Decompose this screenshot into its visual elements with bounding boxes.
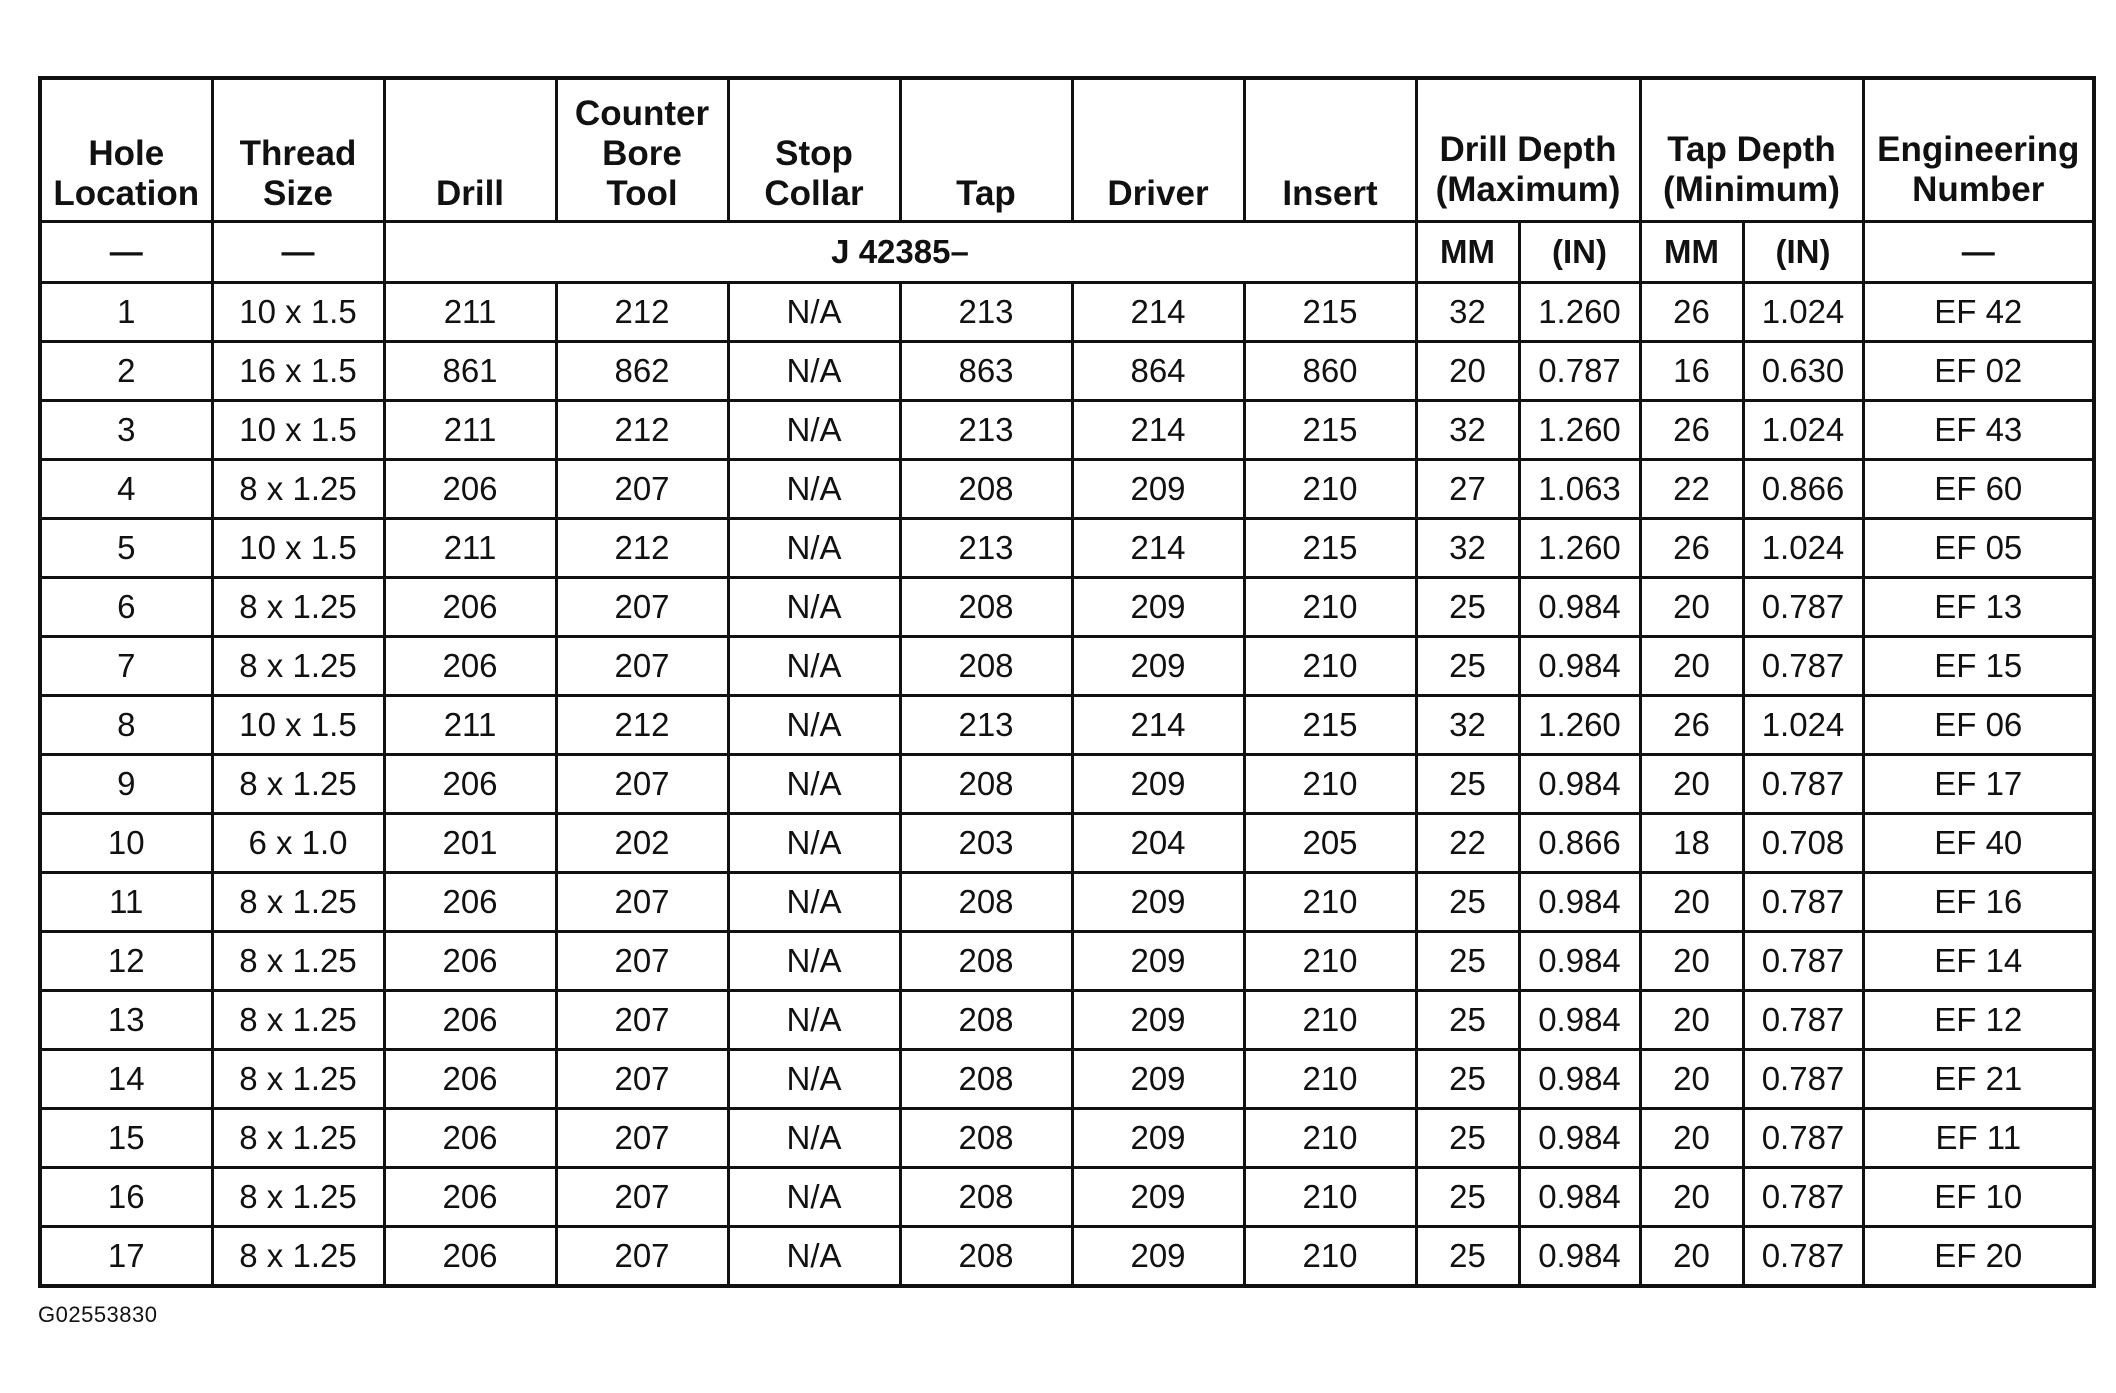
header-driver	[1072, 78, 1244, 222]
table-row	[40, 519, 2094, 578]
cell-drill: 211	[384, 283, 556, 342]
cell-drill-depth-in: 0.984	[1519, 1050, 1640, 1109]
cell-insert: 210	[1244, 637, 1416, 696]
cell-stop-collar: N/A	[728, 460, 900, 519]
cell-engineering-number: EF 43	[1863, 401, 2094, 460]
cell-counter-bore-tool: 212	[556, 519, 728, 578]
table-row	[40, 342, 2094, 401]
cell-stop-collar: N/A	[728, 873, 900, 932]
cell-tap: 213	[900, 283, 1072, 342]
cell-drill: 201	[384, 814, 556, 873]
table-row	[40, 1168, 2094, 1227]
cell-thread-size: 8 x 1.25	[212, 991, 384, 1050]
cell-driver: 214	[1072, 696, 1244, 755]
cell-drill-depth-in: 0.787	[1519, 342, 1640, 401]
cell-drill: 206	[384, 873, 556, 932]
cell-insert: 210	[1244, 460, 1416, 519]
cell-stop-collar: N/A	[728, 283, 900, 342]
cell-insert: 210	[1244, 991, 1416, 1050]
cell-drill: 206	[384, 1227, 556, 1287]
cell-counter-bore-tool: 207	[556, 932, 728, 991]
cell-driver: 209	[1072, 991, 1244, 1050]
header-line: Tool	[606, 174, 678, 213]
cell-insert: 215	[1244, 401, 1416, 460]
cell-tap-depth-in: 0.787	[1743, 755, 1863, 814]
subheader-hole-location-dash: —	[40, 222, 212, 283]
cell-insert: 215	[1244, 283, 1416, 342]
cell-drill-depth-mm: 25	[1416, 873, 1519, 932]
cell-hole-location: 12	[40, 932, 212, 991]
cell-drill-depth-mm: 27	[1416, 460, 1519, 519]
cell-thread-size: 8 x 1.25	[212, 1050, 384, 1109]
cell-engineering-number: EF 15	[1863, 637, 2094, 696]
header-insert	[1244, 78, 1416, 222]
cell-thread-size: 6 x 1.0	[212, 814, 384, 873]
cell-driver: 214	[1072, 401, 1244, 460]
cell-drill-depth-in: 0.866	[1519, 814, 1640, 873]
table-row	[40, 991, 2094, 1050]
cell-thread-size: 10 x 1.5	[212, 519, 384, 578]
cell-thread-size: 8 x 1.25	[212, 932, 384, 991]
cell-counter-bore-tool: 207	[556, 460, 728, 519]
cell-drill-depth-mm: 25	[1416, 1050, 1519, 1109]
cell-drill-depth-in: 1.260	[1519, 696, 1640, 755]
header-hole-location	[40, 78, 212, 222]
cell-tap-depth-mm: 20	[1640, 1227, 1743, 1287]
cell-counter-bore-tool: 207	[556, 1050, 728, 1109]
cell-drill-depth-mm: 32	[1416, 519, 1519, 578]
header-line: Location	[53, 174, 200, 213]
cell-driver: 209	[1072, 1168, 1244, 1227]
cell-insert: 215	[1244, 696, 1416, 755]
cell-drill-depth-in: 0.984	[1519, 637, 1640, 696]
cell-stop-collar: N/A	[728, 1050, 900, 1109]
cell-driver: 209	[1072, 932, 1244, 991]
cell-stop-collar: N/A	[728, 519, 900, 578]
cell-tap-depth-mm: 26	[1640, 401, 1743, 460]
cell-engineering-number: EF 05	[1863, 519, 2094, 578]
cell-tap-depth-in: 0.787	[1743, 1227, 1863, 1287]
cell-drill-depth-mm: 25	[1416, 1109, 1519, 1168]
cell-stop-collar: N/A	[728, 1227, 900, 1287]
cell-insert: 215	[1244, 519, 1416, 578]
cell-drill-depth-mm: 20	[1416, 342, 1519, 401]
header-engineering-number	[1863, 78, 2094, 222]
cell-tap-depth-mm: 26	[1640, 519, 1743, 578]
table-row	[40, 460, 2094, 519]
table-row	[40, 932, 2094, 991]
header-line: Drill	[435, 174, 505, 213]
cell-engineering-number: EF 20	[1863, 1227, 2094, 1287]
cell-tap: 208	[900, 1227, 1072, 1287]
cell-drill: 206	[384, 1109, 556, 1168]
cell-drill-depth-mm: 25	[1416, 932, 1519, 991]
cell-tap-depth-in: 0.787	[1743, 1109, 1863, 1168]
cell-drill-depth-in: 1.260	[1519, 401, 1640, 460]
table-row	[40, 1050, 2094, 1109]
cell-tap: 213	[900, 696, 1072, 755]
table-row	[40, 814, 2094, 873]
cell-drill-depth-mm: 32	[1416, 696, 1519, 755]
cell-tap: 213	[900, 519, 1072, 578]
cell-driver: 209	[1072, 1227, 1244, 1287]
cell-drill-depth-in: 1.260	[1519, 283, 1640, 342]
cell-driver: 209	[1072, 1109, 1244, 1168]
cell-drill-depth-in: 0.984	[1519, 1227, 1640, 1287]
cell-driver: 214	[1072, 519, 1244, 578]
cell-drill: 206	[384, 637, 556, 696]
cell-engineering-number: EF 11	[1863, 1109, 2094, 1168]
cell-thread-size: 8 x 1.25	[212, 755, 384, 814]
cell-driver: 209	[1072, 1050, 1244, 1109]
cell-engineering-number: EF 60	[1863, 460, 2094, 519]
header-line: Drill Depth	[1439, 130, 1617, 169]
header-line: Insert	[1282, 174, 1378, 213]
cell-tap: 208	[900, 932, 1072, 991]
cell-tap-depth-in: 1.024	[1743, 401, 1863, 460]
cell-tap-depth-in: 0.787	[1743, 873, 1863, 932]
cell-thread-size: 10 x 1.5	[212, 283, 384, 342]
cell-counter-bore-tool: 207	[556, 755, 728, 814]
cell-hole-location: 15	[40, 1109, 212, 1168]
cell-tap-depth-in: 1.024	[1743, 519, 1863, 578]
cell-tap-depth-mm: 26	[1640, 283, 1743, 342]
cell-insert: 210	[1244, 873, 1416, 932]
cell-tap: 208	[900, 460, 1072, 519]
header-drill	[384, 78, 556, 222]
table-row	[40, 755, 2094, 814]
cell-hole-location: 1	[40, 283, 212, 342]
header-thread-size	[212, 78, 384, 222]
cell-drill: 206	[384, 755, 556, 814]
cell-tap: 213	[900, 401, 1072, 460]
header-line: Hole	[88, 134, 165, 173]
cell-hole-location: 2	[40, 342, 212, 401]
subheader-tap-depth-mm: MM	[1640, 222, 1743, 283]
header-line: Stop	[775, 134, 853, 173]
cell-counter-bore-tool: 862	[556, 342, 728, 401]
cell-insert: 210	[1244, 1050, 1416, 1109]
cell-stop-collar: N/A	[728, 755, 900, 814]
cell-tap-depth-mm: 20	[1640, 1109, 1743, 1168]
cell-thread-size: 10 x 1.5	[212, 401, 384, 460]
cell-counter-bore-tool: 212	[556, 401, 728, 460]
cell-driver: 214	[1072, 283, 1244, 342]
cell-tap-depth-mm: 22	[1640, 460, 1743, 519]
cell-engineering-number: EF 40	[1863, 814, 2094, 873]
cell-drill-depth-mm: 25	[1416, 637, 1519, 696]
cell-hole-location: 14	[40, 1050, 212, 1109]
cell-tap: 208	[900, 991, 1072, 1050]
cell-counter-bore-tool: 212	[556, 283, 728, 342]
cell-hole-location: 6	[40, 578, 212, 637]
cell-thread-size: 8 x 1.25	[212, 1168, 384, 1227]
cell-driver: 204	[1072, 814, 1244, 873]
header-row	[40, 78, 2094, 222]
cell-tap-depth-mm: 16	[1640, 342, 1743, 401]
cell-hole-location: 7	[40, 637, 212, 696]
cell-drill-depth-mm: 32	[1416, 401, 1519, 460]
cell-drill-depth-mm: 25	[1416, 1227, 1519, 1287]
cell-tap-depth-in: 0.787	[1743, 991, 1863, 1050]
header-tap-depth	[1640, 78, 1863, 222]
cell-counter-bore-tool: 207	[556, 873, 728, 932]
table-row	[40, 578, 2094, 637]
cell-tap-depth-mm: 20	[1640, 932, 1743, 991]
cell-thread-size: 8 x 1.25	[212, 1227, 384, 1287]
cell-tap: 208	[900, 637, 1072, 696]
cell-drill: 206	[384, 460, 556, 519]
table-row	[40, 1109, 2094, 1168]
cell-insert: 210	[1244, 578, 1416, 637]
cell-drill-depth-mm: 22	[1416, 814, 1519, 873]
cell-tap: 208	[900, 1168, 1072, 1227]
header-line: (Minimum)	[1663, 170, 1840, 209]
header-line: Number	[1912, 170, 2045, 209]
cell-stop-collar: N/A	[728, 814, 900, 873]
cell-driver: 209	[1072, 460, 1244, 519]
cell-tap-depth-mm: 20	[1640, 578, 1743, 637]
cell-tap: 208	[900, 578, 1072, 637]
cell-drill: 206	[384, 1168, 556, 1227]
cell-drill: 211	[384, 696, 556, 755]
cell-stop-collar: N/A	[728, 401, 900, 460]
cell-driver: 209	[1072, 873, 1244, 932]
table-row	[40, 873, 2094, 932]
header-line: Thread	[239, 134, 357, 173]
header-stop-collar	[728, 78, 900, 222]
cell-drill-depth-in: 0.984	[1519, 1109, 1640, 1168]
cell-thread-size: 8 x 1.25	[212, 1109, 384, 1168]
table-row	[40, 401, 2094, 460]
cell-counter-bore-tool: 207	[556, 1109, 728, 1168]
cell-tap-depth-mm: 20	[1640, 1168, 1743, 1227]
cell-counter-bore-tool: 207	[556, 991, 728, 1050]
cell-drill: 211	[384, 401, 556, 460]
cell-tap-depth-in: 0.630	[1743, 342, 1863, 401]
cell-stop-collar: N/A	[728, 637, 900, 696]
cell-stop-collar: N/A	[728, 1168, 900, 1227]
cell-drill: 206	[384, 578, 556, 637]
cell-hole-location: 16	[40, 1168, 212, 1227]
header-line: Bore	[602, 134, 682, 173]
cell-stop-collar: N/A	[728, 696, 900, 755]
cell-tap-depth-in: 0.787	[1743, 578, 1863, 637]
subheader-tap-depth-in: (IN)	[1743, 222, 1863, 283]
cell-insert: 210	[1244, 1168, 1416, 1227]
cell-tap-depth-in: 0.787	[1743, 932, 1863, 991]
cell-drill-depth-mm: 32	[1416, 283, 1519, 342]
cell-drill: 206	[384, 1050, 556, 1109]
cell-stop-collar: N/A	[728, 991, 900, 1050]
cell-drill-depth-in: 0.984	[1519, 873, 1640, 932]
cell-hole-location: 8	[40, 696, 212, 755]
cell-hole-location: 4	[40, 460, 212, 519]
cell-hole-location: 17	[40, 1227, 212, 1287]
cell-driver: 864	[1072, 342, 1244, 401]
header-line: Driver	[1107, 174, 1209, 213]
cell-hole-location: 3	[40, 401, 212, 460]
header-line: Tap Depth	[1667, 130, 1836, 169]
cell-engineering-number: EF 06	[1863, 696, 2094, 755]
cell-driver: 209	[1072, 637, 1244, 696]
header-line: Engineering	[1877, 130, 2080, 169]
table-row	[40, 1227, 2094, 1287]
cell-tap-depth-in: 0.787	[1743, 637, 1863, 696]
cell-hole-location: 13	[40, 991, 212, 1050]
cell-engineering-number: EF 14	[1863, 932, 2094, 991]
cell-engineering-number: EF 17	[1863, 755, 2094, 814]
cell-tap: 208	[900, 755, 1072, 814]
cell-drill-depth-in: 0.984	[1519, 991, 1640, 1050]
subheader-tool-prefix: J 42385–	[384, 222, 1416, 283]
cell-insert: 205	[1244, 814, 1416, 873]
cell-hole-location: 10	[40, 814, 212, 873]
cell-drill-depth-mm: 25	[1416, 578, 1519, 637]
cell-thread-size: 8 x 1.25	[212, 578, 384, 637]
cell-thread-size: 8 x 1.25	[212, 460, 384, 519]
cell-counter-bore-tool: 207	[556, 578, 728, 637]
cell-drill-depth-in: 0.984	[1519, 1168, 1640, 1227]
cell-engineering-number: EF 13	[1863, 578, 2094, 637]
cell-drill-depth-in: 1.063	[1519, 460, 1640, 519]
cell-tap-depth-mm: 20	[1640, 637, 1743, 696]
cell-tap: 208	[900, 1050, 1072, 1109]
figure-id: G02553830	[38, 1302, 158, 1327]
cell-counter-bore-tool: 207	[556, 637, 728, 696]
cell-drill-depth-mm: 25	[1416, 991, 1519, 1050]
cell-tap-depth-in: 1.024	[1743, 283, 1863, 342]
cell-hole-location: 9	[40, 755, 212, 814]
cell-drill: 206	[384, 932, 556, 991]
table-row	[40, 283, 2094, 342]
cell-drill-depth-in: 0.984	[1519, 932, 1640, 991]
table-row	[40, 696, 2094, 755]
table-row	[40, 637, 2094, 696]
cell-insert: 210	[1244, 755, 1416, 814]
cell-drill-depth-in: 0.984	[1519, 578, 1640, 637]
cell-tap-depth-mm: 26	[1640, 696, 1743, 755]
cell-tap-depth-mm: 20	[1640, 755, 1743, 814]
cell-thread-size: 8 x 1.25	[212, 637, 384, 696]
cell-insert: 210	[1244, 1227, 1416, 1287]
table-body	[40, 78, 2094, 1286]
cell-stop-collar: N/A	[728, 932, 900, 991]
header-line: Counter	[574, 94, 710, 133]
cell-stop-collar: N/A	[728, 1109, 900, 1168]
cell-tap-depth-in: 1.024	[1743, 696, 1863, 755]
cell-insert: 210	[1244, 932, 1416, 991]
cell-drill-depth-in: 0.984	[1519, 755, 1640, 814]
cell-counter-bore-tool: 212	[556, 696, 728, 755]
cell-tap-depth-in: 0.708	[1743, 814, 1863, 873]
cell-engineering-number: EF 16	[1863, 873, 2094, 932]
cell-tap-depth-mm: 20	[1640, 873, 1743, 932]
cell-drill: 206	[384, 991, 556, 1050]
header-line: Collar	[764, 174, 864, 213]
cell-drill: 861	[384, 342, 556, 401]
cell-drill: 211	[384, 519, 556, 578]
subheader-row	[40, 222, 2094, 283]
cell-driver: 209	[1072, 578, 1244, 637]
cell-hole-location: 11	[40, 873, 212, 932]
cell-insert: 860	[1244, 342, 1416, 401]
cell-tap-depth-in: 0.866	[1743, 460, 1863, 519]
cell-tap: 208	[900, 873, 1072, 932]
cell-counter-bore-tool: 202	[556, 814, 728, 873]
cell-driver: 209	[1072, 755, 1244, 814]
subheader-drill-depth-mm: MM	[1416, 222, 1519, 283]
cell-counter-bore-tool: 207	[556, 1227, 728, 1287]
thread-repair-table-container	[38, 76, 2092, 1288]
cell-tap-depth-in: 0.787	[1743, 1050, 1863, 1109]
subheader-thread-size-dash: —	[212, 222, 384, 283]
cell-counter-bore-tool: 207	[556, 1168, 728, 1227]
cell-insert: 210	[1244, 1109, 1416, 1168]
cell-thread-size: 10 x 1.5	[212, 696, 384, 755]
cell-tap: 203	[900, 814, 1072, 873]
cell-thread-size: 8 x 1.25	[212, 873, 384, 932]
header-line: (Maximum)	[1435, 170, 1621, 209]
header-drill-depth	[1416, 78, 1640, 222]
cell-stop-collar: N/A	[728, 342, 900, 401]
cell-tap: 863	[900, 342, 1072, 401]
cell-stop-collar: N/A	[728, 578, 900, 637]
header-counter-bore-tool	[556, 78, 728, 222]
cell-tap: 208	[900, 1109, 1072, 1168]
cell-engineering-number: EF 02	[1863, 342, 2094, 401]
cell-drill-depth-in: 1.260	[1519, 519, 1640, 578]
thread-repair-table	[38, 76, 2096, 1288]
cell-tap-depth-mm: 18	[1640, 814, 1743, 873]
header-line: Size	[262, 174, 334, 213]
subheader-drill-depth-in: (IN)	[1519, 222, 1640, 283]
cell-tap-depth-mm: 20	[1640, 1050, 1743, 1109]
cell-engineering-number: EF 12	[1863, 991, 2094, 1050]
cell-thread-size: 16 x 1.5	[212, 342, 384, 401]
cell-engineering-number: EF 42	[1863, 283, 2094, 342]
subheader-engineering-number-dash: —	[1863, 222, 2094, 283]
cell-engineering-number: EF 21	[1863, 1050, 2094, 1109]
cell-drill-depth-mm: 25	[1416, 1168, 1519, 1227]
cell-hole-location: 5	[40, 519, 212, 578]
header-line: Tap	[956, 174, 1016, 213]
header-tap	[900, 78, 1072, 222]
cell-tap-depth-mm: 20	[1640, 991, 1743, 1050]
cell-drill-depth-mm: 25	[1416, 755, 1519, 814]
cell-engineering-number: EF 10	[1863, 1168, 2094, 1227]
cell-tap-depth-in: 0.787	[1743, 1168, 1863, 1227]
